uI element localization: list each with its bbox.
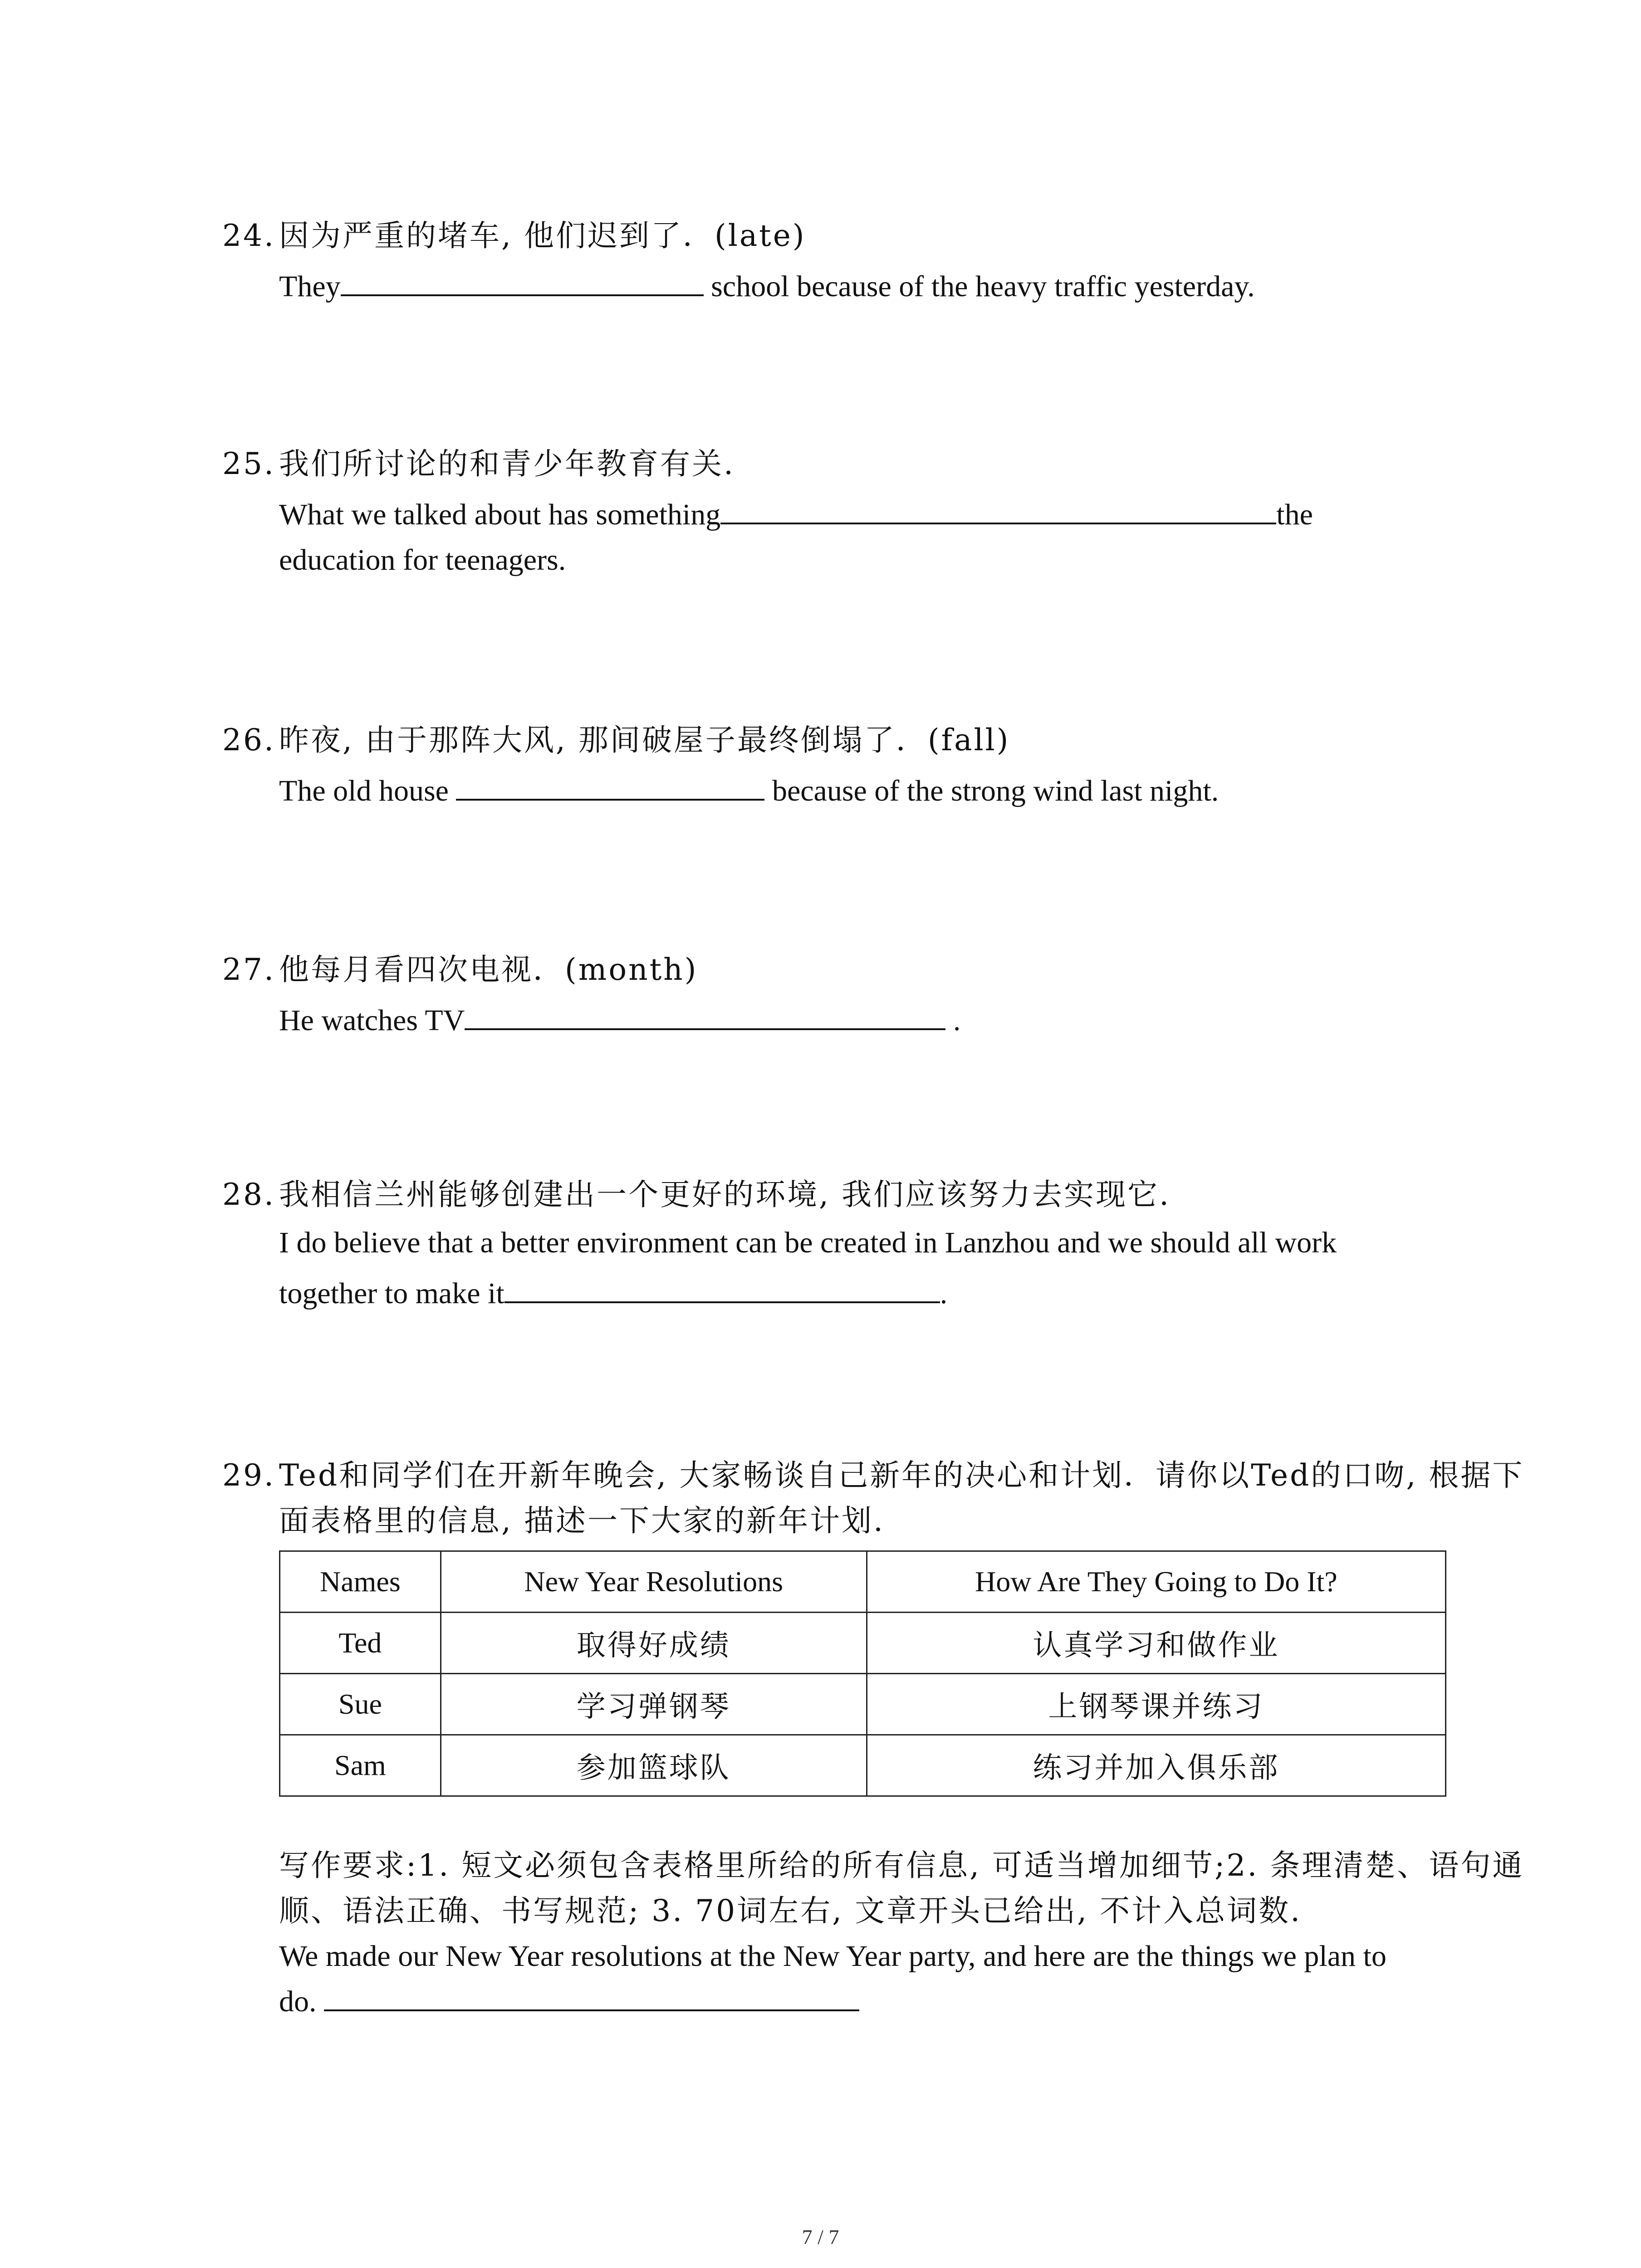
answer-blank[interactable] xyxy=(341,267,704,296)
question-number: 27. xyxy=(222,952,275,987)
table-header-cell: Names xyxy=(280,1551,441,1613)
sentence-text: school because of the heavy traffic yesterday. xyxy=(703,270,1255,303)
question-number: 28. xyxy=(222,1177,275,1212)
table-cell-method: 上钢琴课并练习 xyxy=(867,1674,1445,1735)
question-prompt-cn: 我们所讨论的和青少年教育有关. xyxy=(279,446,735,481)
question-24 xyxy=(222,213,1447,309)
sentence-text: because of the strong wind last night. xyxy=(764,774,1219,807)
table-row xyxy=(280,1674,1446,1735)
writing-start: We made our New Year resolutions at the New Year party, and here are the things we plan to xyxy=(279,1940,1386,1973)
sentence-text: together to make it xyxy=(279,1277,505,1310)
writing-requirements: 顺、语法正确、书写规范; 3. 70词左右, 文章开头已给出, 不计入总词数. xyxy=(279,1893,1302,1928)
table-cell-name: Sue xyxy=(280,1674,441,1735)
question-prompt-cn: 因为严重的堵车, 他们迟到了． xyxy=(279,218,715,253)
writing-section xyxy=(279,1843,1524,2024)
page-number: 7 / 7 xyxy=(802,2225,839,2248)
sentence-text: . xyxy=(945,1004,961,1037)
question-28 xyxy=(222,1172,1447,1316)
sentence-text: They xyxy=(279,270,341,303)
answer-blank[interactable] xyxy=(505,1274,940,1303)
question-hint: (fall) xyxy=(927,723,1010,758)
table-header-cell: New Year Resolutions xyxy=(441,1551,867,1613)
sentence-text: The old house xyxy=(279,774,456,807)
question-number: 25. xyxy=(222,446,275,481)
answer-blank[interactable] xyxy=(465,1001,945,1030)
table-cell-resolution: 参加篮球队 xyxy=(441,1735,867,1796)
answer-blank[interactable] xyxy=(456,772,764,801)
question-25 xyxy=(222,441,1447,583)
table-cell-method: 练习并加入俱乐部 xyxy=(867,1735,1445,1796)
answer-blank[interactable] xyxy=(720,495,1276,524)
question-26 xyxy=(222,718,1447,814)
sentence-text: He watches TV xyxy=(279,1004,465,1037)
question-prompt-cn: Ted和同学们在开新年晚会, 大家畅谈自己新年的决心和计划．请你以Ted的口吻, 根据下 xyxy=(279,1458,1524,1493)
question-29 xyxy=(222,1453,1524,1544)
question-27 xyxy=(222,947,1447,1043)
question-number: 26. xyxy=(222,723,275,758)
table-row xyxy=(280,1613,1446,1674)
sentence-text: I do believe that a better environment can be created in Lanzhou and we should all work xyxy=(279,1226,1337,1259)
resolutions-table xyxy=(279,1550,1446,1797)
sentence-text: . xyxy=(940,1277,948,1310)
question-number: 29. xyxy=(222,1458,275,1493)
sentence-text: education for teenagers. xyxy=(279,543,566,577)
table-cell-resolution: 学习弹钢琴 xyxy=(441,1674,867,1735)
question-prompt-cn: 面表格里的信息, 描述一下大家的新年计划. xyxy=(279,1503,885,1538)
table-cell-method: 认真学习和做作业 xyxy=(867,1613,1445,1674)
answer-blank[interactable] xyxy=(324,1982,859,2011)
question-hint: (late) xyxy=(714,218,806,253)
table-header-cell: How Are They Going to Do It? xyxy=(867,1551,1445,1613)
table-cell-resolution: 取得好成绩 xyxy=(441,1613,867,1674)
writing-requirements: 写作要求:1. 短文必须包含表格里所给的所有信息, 可适当增加细节;2. 条理清楚、语句通 xyxy=(279,1848,1524,1883)
sentence-text: What we talked about has something xyxy=(279,498,721,531)
table-cell-name: Ted xyxy=(280,1613,441,1674)
table-row xyxy=(280,1735,1446,1796)
question-prompt-cn: 我相信兰州能够创建出一个更好的环境, 我们应该努力去实现它. xyxy=(279,1177,1171,1212)
sentence-text: the xyxy=(1276,498,1313,531)
table-header-row xyxy=(280,1551,1446,1613)
question-hint: (month) xyxy=(565,952,698,987)
table-cell-name: Sam xyxy=(280,1735,441,1796)
writing-start: do. xyxy=(279,1985,324,2018)
question-prompt-cn: 昨夜, 由于那阵大风, 那间破屋子最终倒塌了． xyxy=(279,723,928,758)
question-number: 24. xyxy=(222,218,275,253)
question-prompt-cn: 他每月看四次电视． xyxy=(279,952,565,987)
